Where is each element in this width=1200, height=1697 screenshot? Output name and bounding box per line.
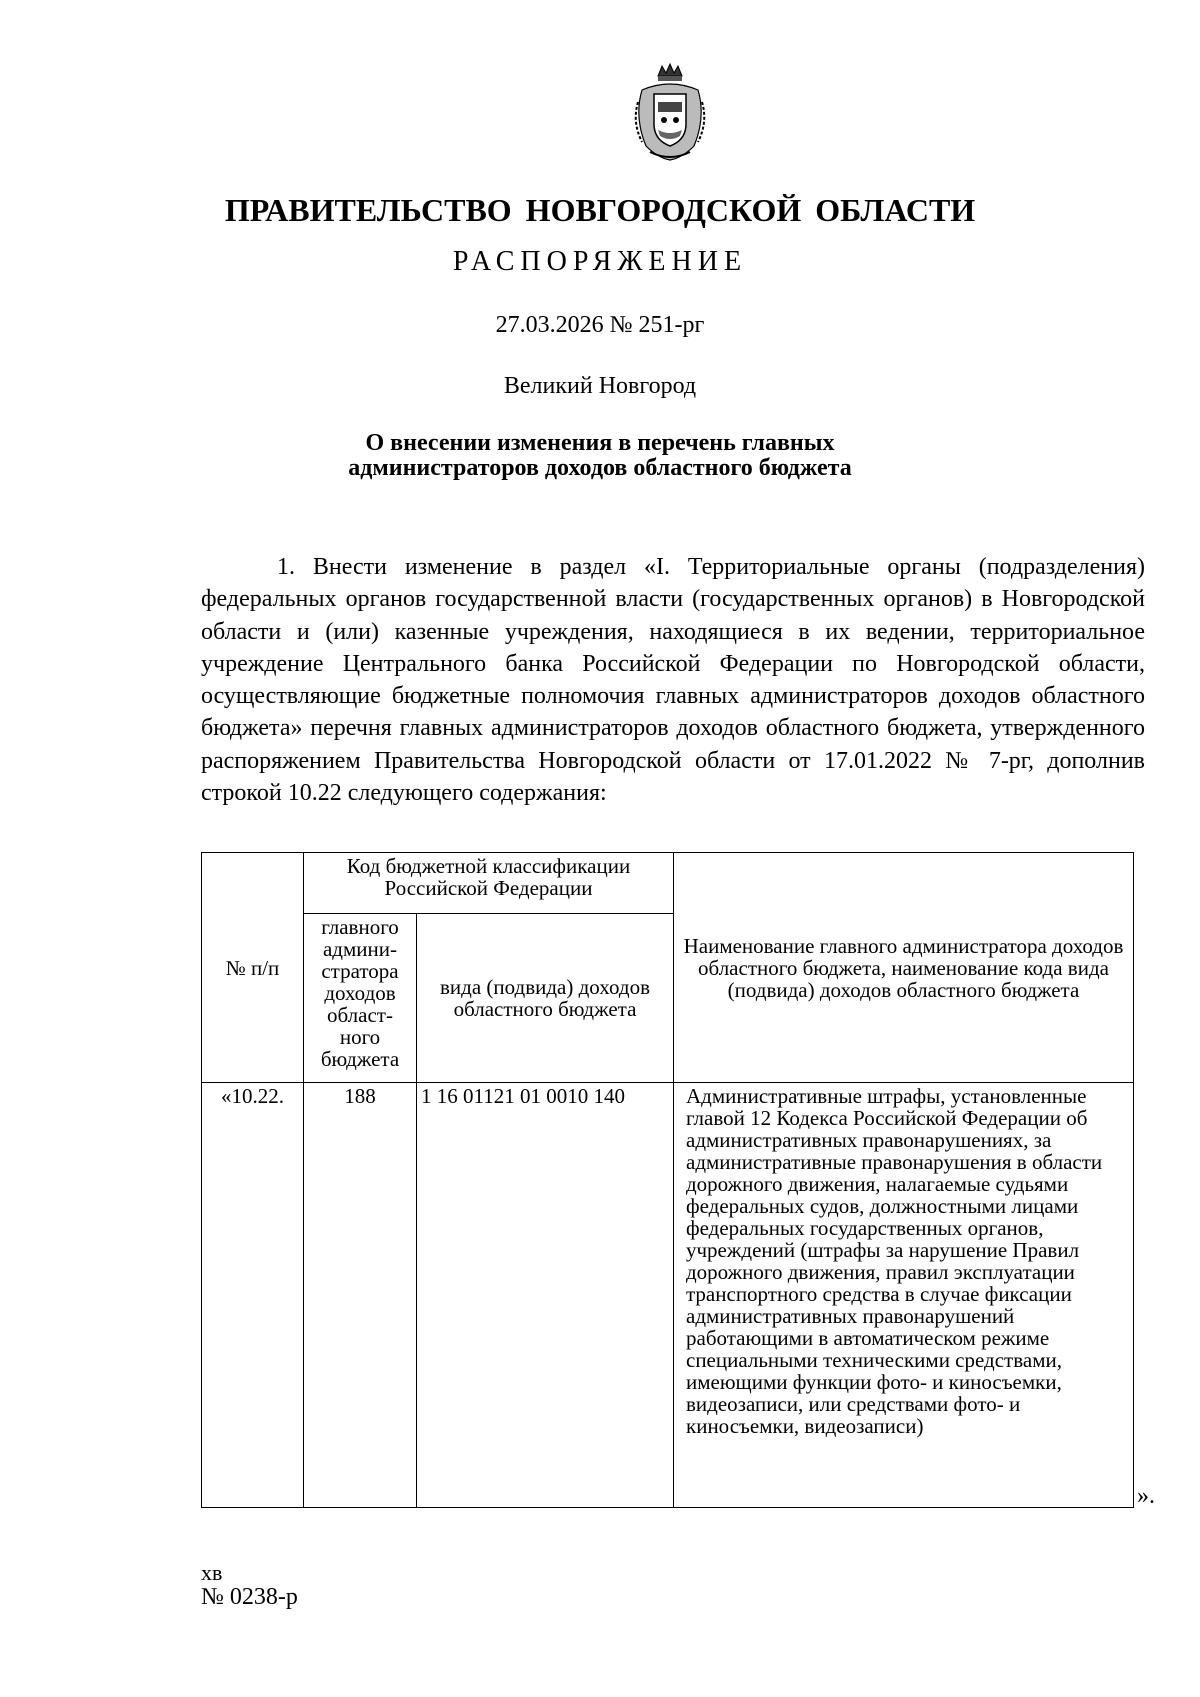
header-income-code: вида (подвида) доходов областного бюджета — [417, 914, 674, 1083]
document-subject — [0, 431, 1200, 481]
closing-quote-mark: ». — [1137, 1483, 1155, 1509]
row-num: «10.22. — [202, 1083, 304, 1508]
organization-title: ПРАВИТЕЛЬСТВО НОВГОРОДСКОЙ ОБЛАСТИ — [224, 192, 976, 228]
document-date-number: 27.03.2026 № 251-рг — [495, 312, 705, 338]
body-paragraph: 1. Внести изменение в раздел «I. Территориальные органы (подразделения) федеральных органов государственной власти (государственных органов) в Новгородской области и (или) казенные учреждения, находящиеся в их ведении, территориальное учреждение Центрального банка Российской Федерации по Новгородской области, осуществляющие бюджетные полномочия главных администраторов доходов областного бюджета» перечня главных администраторов доходов областного бюджета, утвержденного распоряжением Правительства Новгородской области от 17.01.2022 № 7-рг, дополнив строкой 10.22 следующего содержания: — [201, 554, 1145, 807]
row-admin-name: Административные штрафы, установленные главой 12 Кодекса Российской Федерации об административных правонарушениях, за административные правонарушения в области дорожного движения, налагаемые судьями федеральных судов, должностными лицами федеральных государственных органов, учреждений (штрафы за нарушение Правил дорожного движения, правил эксплуатации транспортного средства в случае фиксации административных правонарушений работающими в автоматическом режиме специальными техническими средствами, имеющими функции фото- и киносъемки, видеозаписи, или средствами фото- и киносъемки, видеозаписи) — [674, 1083, 1134, 1508]
header-admin-code: главного админи-стратора доходов област-ного бюджета — [304, 914, 417, 1083]
subject-line-2: администраторов доходов областного бюджета — [348, 455, 852, 481]
header-admin-name: Наименование главного администратора доходов областного бюджета, наименование кода вида (подвида) доходов областного бюджета — [674, 853, 1134, 1083]
document-place: Великий Новгород — [503, 373, 697, 399]
footer-doc-number: № 0238-р — [201, 1584, 298, 1610]
row-income-code: 1 16 01121 01 0010 140 — [417, 1083, 674, 1508]
row-admin-code: 188 — [304, 1083, 417, 1508]
header-num: № п/п — [202, 853, 304, 1083]
header-kbk-group: Код бюджетной классификации Российской Федерации — [304, 853, 674, 914]
coat-of-arms-icon — [628, 62, 712, 162]
subject-line-1: О внесении изменения в перечень главных — [365, 430, 835, 456]
budget-classification-table — [201, 852, 1134, 1508]
table-row — [202, 1083, 1134, 1508]
document-type: РАСПОРЯЖЕНИЕ — [452, 246, 748, 277]
footer-initials: хв — [201, 1560, 223, 1585]
